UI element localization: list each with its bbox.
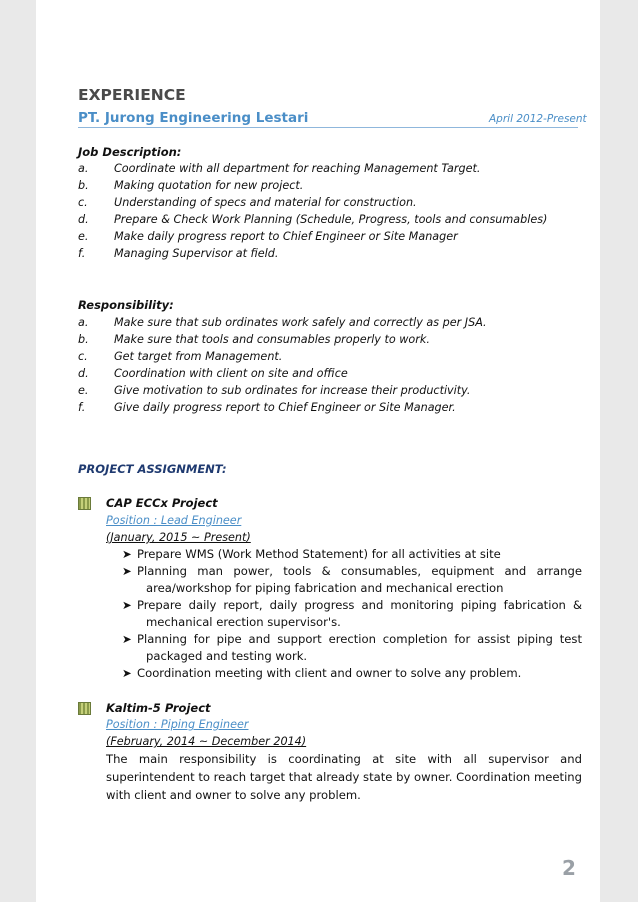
responsibility-marker: a. (78, 316, 89, 329)
job-description-heading: Job Description: (78, 145, 182, 159)
document-page (36, 0, 600, 902)
square-bullet-icon (78, 702, 91, 715)
task-text: Coordination meeting with client and owner to solve any problem. (137, 666, 522, 680)
project-assignment-heading: PROJECT ASSIGNMENT: (78, 462, 227, 476)
project-description-line: superintendent to reach target that already state by owner. Coordination meeting (106, 770, 582, 784)
job-item-text: Coordinate with all department for reaching Management Target. (114, 162, 481, 175)
task-text-continued: area/workshop for piping fabrication and mechanical erection (146, 581, 504, 595)
section-title: EXPERIENCE (78, 86, 186, 104)
project-name: Kaltim-5 Project (106, 701, 211, 715)
company-underline (78, 127, 578, 128)
responsibility-marker: d. (78, 367, 89, 380)
project-period: (January, 2015 ~ Present) (106, 531, 251, 544)
task-text: Prepare WMS (Work Method Statement) for all activities at site (137, 547, 501, 561)
job-item-marker: d. (78, 213, 89, 226)
responsibility-marker: e. (78, 384, 89, 397)
company-name: PT. Jurong Engineering Lestari (78, 110, 309, 126)
job-item-text: Making quotation for new project. (114, 179, 304, 192)
arrow-bullet-icon: ➤ (122, 666, 132, 680)
responsibility-heading: Responsibility: (78, 298, 174, 312)
responsibility-text: Make sure that tools and consumables properly to work. (114, 333, 430, 346)
job-item-marker: b. (78, 179, 89, 192)
page-number: 2 (562, 856, 576, 880)
task-text: Prepare daily report, daily progress and monitoring piping fabrication & (137, 598, 582, 612)
job-item-marker: e. (78, 230, 89, 243)
task-text-continued: mechanical erection supervisor's. (146, 615, 341, 629)
responsibility-marker: c. (78, 350, 88, 363)
responsibility-text: Make sure that sub ordinates work safely and correctly as per JSA. (114, 316, 487, 329)
project-position: Position : Lead Engineer (106, 514, 242, 527)
responsibility-text: Give motivation to sub ordinates for increase their productivity. (114, 384, 471, 397)
arrow-bullet-icon: ➤ (122, 564, 132, 578)
job-item-text: Understanding of specs and material for construction. (114, 196, 417, 209)
project-position: Position : Piping Engineer (106, 718, 249, 731)
project-period: (February, 2014 ~ December 2014) (106, 735, 307, 748)
responsibility-marker: f. (78, 401, 86, 414)
job-item-text: Managing Supervisor at field. (114, 247, 279, 260)
employment-period: April 2012-Present (489, 113, 587, 125)
responsibility-marker: b. (78, 333, 89, 346)
job-item-text: Make daily progress report to Chief Engineer or Site Manager (114, 230, 458, 243)
job-item-marker: a. (78, 162, 89, 175)
task-text-continued: packaged and testing work. (146, 649, 308, 663)
project-description-line: The main responsibility is coordinating at site with all supervisor and (106, 752, 582, 766)
arrow-bullet-icon: ➤ (122, 598, 132, 612)
responsibility-text: Get target from Management. (114, 350, 283, 363)
arrow-bullet-icon: ➤ (122, 547, 132, 561)
responsibility-text: Coordination with client on site and office (114, 367, 348, 380)
job-item-text: Prepare & Check Work Planning (Schedule, Progress, tools and consumables) (114, 213, 548, 226)
responsibility-text: Give daily progress report to Chief Engineer or Site Manager. (114, 401, 456, 414)
job-item-marker: f. (78, 247, 86, 260)
task-text: Planning man power, tools & consumables, equipment and arrange (137, 564, 582, 578)
arrow-bullet-icon: ➤ (122, 632, 132, 646)
job-item-marker: c. (78, 196, 88, 209)
square-bullet-icon (78, 497, 91, 510)
project-description-line: with client and owner to solve any problem. (106, 788, 361, 802)
project-name: CAP ECCx Project (106, 496, 218, 510)
task-text: Planning for pipe and support erection completion for assist piping test (137, 632, 582, 646)
